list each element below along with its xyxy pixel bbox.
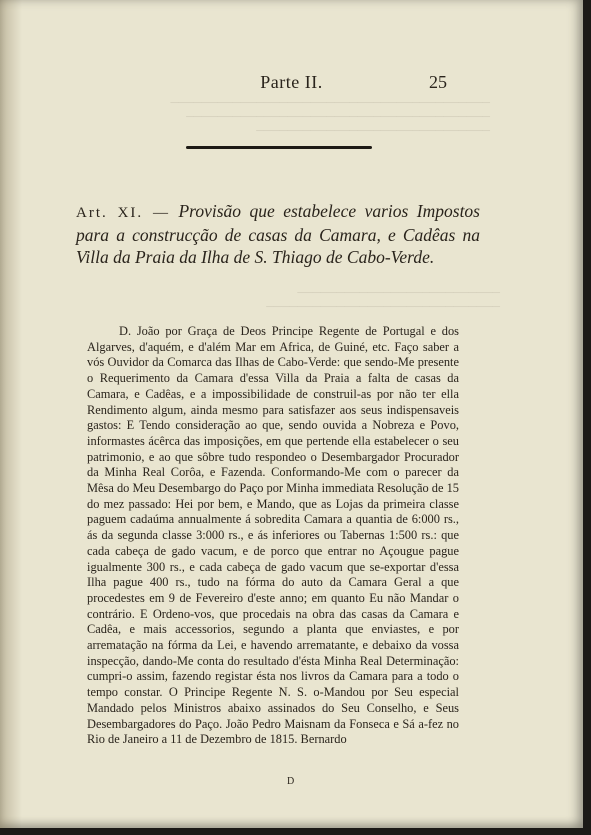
article-title: Provisão que estabelece varios Impostos para a construcção de casas da Camara, e Cadêas na Villa da Praia da Ilha de S. Thiago de Cabo-Verde. <box>76 201 480 267</box>
page-number: 25 <box>429 72 447 92</box>
signature-mark: D <box>287 776 296 787</box>
bleed-through-text-2: ────────────────────────── ────────────────────────────── <box>266 287 500 313</box>
page-spine-shadow <box>0 0 22 828</box>
running-header-part: Parte II. <box>260 72 323 92</box>
decorative-rule <box>186 146 372 149</box>
article-number: Art. XI. — <box>76 205 171 221</box>
body-paragraph: D. João por Graça de Deos Principe Regente de Portugal e dos Algarves, d'aquém, e d'além Mar em Africa, de Guiné, etc. Faço saber a vós Ouvidor da Comarca das Ilhas de Cabo-Verde: que sendo-Me presente o Requerimento da Camara d'essa Villa da Praia a falta de casas da Camara, e Cadêas, e a impossibilidade de construil-as por não ter ella Rendimento algum, ainda mesmo para satisfazer aos seus indispensaveis gastos: E Tendo consideração ao que, sendo ouvida a Nobreza e Povo, informastes ácêrca das imposições, em que pertende ella estabelecer o seu patrimonio, e ao que sôbre tudo respondeo o Desembargador Procurador da Minha Real Corôa, e Fazenda. Conformando-Me com o parecer da Mêsa do Meu Desembargo do Paço por Minha immediata Resolução de 15 do mez passado: Hei por bem, e Mando, que as Lojas da primeira classe paguem cadaúma annualmente á sobredita Camara a quantia de 6:000 rs., ás da segunda classe 3:000 rs., e ás inferiores ou Tabernas 1:500 rs.: que cada cabeça de gado vacum, e de porco que entrar no Açougue pague igualmente 300 rs., e cada cabeça de gado vacum que se-exportar d'essa Ilha pague 400 rs., tudo na fórma do auto da Camara Geral a que procedestes em 9 de Fevereiro d'este anno; em quanto Eu não Mandar o contrário. E Ordeno-vos, que procedais na obra das casas da Camara e Cadêa, e mais accessorios, segundo a planta que enviastes, e por arrematação na fórma da Lei, e havendo arrematante, e debaixo da vossa inspecção, dando-Me conta do resultado d'ésta Minha Real Determinação: cumpri-o assim, fazendo registar ésta nos livros da Camara para a todo o tempo constar. O Principe Regente N. S. o-Mandou por Seu especial Mandado pelos Ministros abaixo assinados do Seu Conselho, e Seus Desembargadores do Paço. João Pedro Maisnam da Fonseca e Sá a-fez no Rio de Janeiro a 11 de Dezembro de 1815. Bernardo <box>87 324 459 747</box>
article-heading <box>76 200 480 268</box>
bleed-through-text: ───────────────────────────────────────── ─────────────────────────────────────── ────────────────────────────── <box>170 97 490 137</box>
